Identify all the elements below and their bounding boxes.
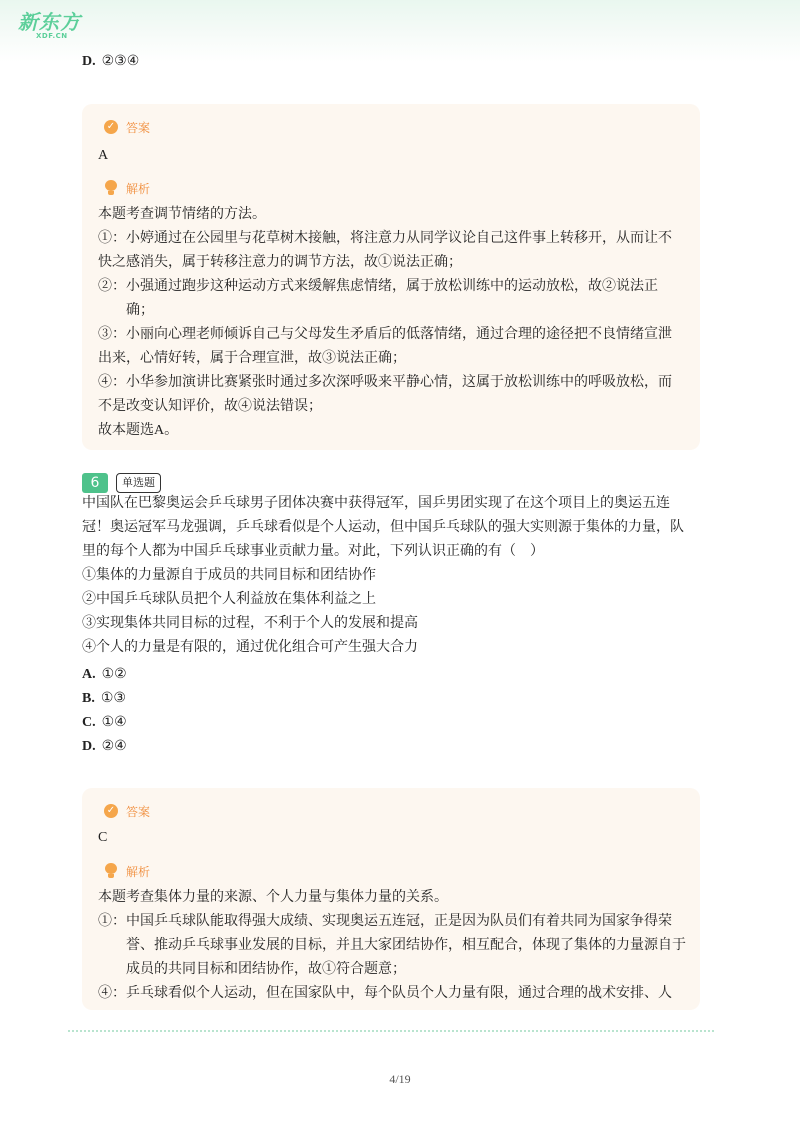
option-letter: C. <box>82 715 96 730</box>
option-d <box>82 737 127 757</box>
answer-value: C <box>98 830 108 845</box>
analysis-header <box>104 179 150 197</box>
analysis-label: 解析 <box>126 181 151 196</box>
answer-card-prev <box>82 104 700 450</box>
analysis-line: ②：小强通过跑步这种运动方式来缓解焦虑情绪，属于放松训练中的运动放松，故②说法正 <box>98 279 658 294</box>
lightbulb-icon <box>104 180 118 196</box>
analysis-line: ④：小华参加演讲比赛紧张时通过多次深呼吸来平静心情，这属于放松训练中的呼吸放松，而 <box>98 375 672 390</box>
stem-line: ③实现集体共同目标的过程，不利于个人的发展和提高 <box>82 616 418 631</box>
stem-line: 中国队在巴黎奥运会乒乓球男子团体决赛中获得冠军，国乒男团实现了在这个项目上的奥运五连 <box>82 496 670 511</box>
option-letter: B. <box>82 691 95 706</box>
answer-header <box>104 118 150 136</box>
option-d-prev <box>82 52 139 72</box>
analysis-line: ④：乒乓球看似个人运动，但在国家队中，每个队员个人力量有限，通过合理的战术安排、人 <box>98 986 672 1001</box>
logo-text: 新东方 <box>18 10 81 34</box>
analysis-line: 故本题选A。 <box>98 423 179 438</box>
option-c <box>82 713 127 733</box>
analysis-label: 解析 <box>126 864 151 879</box>
question-number: 6 <box>82 473 108 493</box>
question-stem <box>82 492 702 660</box>
analysis-header <box>104 862 150 880</box>
stem-line: 里的每个人都为中国乒乓球事业贡献力量。对此，下列认识正确的有（ ） <box>82 544 544 559</box>
check-icon: ✓ <box>104 120 118 134</box>
option-text: ②④ <box>101 739 127 754</box>
analysis-line: 不是改变认知评价，故④说法错误； <box>98 399 322 414</box>
answer-header <box>104 802 150 820</box>
footer-divider <box>68 1030 714 1032</box>
option-b <box>82 689 126 709</box>
stem-line: ①集体的力量源自于成员的共同目标和团结协作 <box>82 568 376 583</box>
check-icon: ✓ <box>104 804 118 818</box>
answer-value: A <box>98 148 109 163</box>
analysis-text <box>98 886 688 1006</box>
analysis-line: 本题考查集体力量的来源、个人力量与集体力量的关系。 <box>98 890 448 905</box>
analysis-line: 本题考查调节情绪的方法。 <box>98 207 266 222</box>
stem-line: ④个人的力量是有限的，通过优化组合可产生强大合力 <box>82 640 418 655</box>
question-header <box>82 473 161 493</box>
analysis-line: 确； <box>126 303 154 318</box>
analysis-line: ①：中国乒乓球队能取得强大成绩、实现奥运五连冠，正是因为队员们有着共同为国家争得荣 <box>98 914 672 929</box>
stem-line: 冠！奥运冠军马龙强调，乒乓球看似是个人运动，但中国乒乓球队的强大实则源于集体的力量，队 <box>82 520 684 535</box>
answer-card <box>82 788 700 1010</box>
page-number: 4/19 <box>389 1072 411 1086</box>
stem-line: ②中国乒乓球队员把个人利益放在集体利益之上 <box>82 592 376 607</box>
option-text: ①④ <box>101 715 127 730</box>
question-type-badge: 单选题 <box>116 473 161 493</box>
logo-subtext: XDF.CN <box>36 32 68 40</box>
option-letter: D. <box>82 739 96 754</box>
analysis-line: 誉、推动乒乓球事业发展的目标，并且大家团结协作，相互配合，体现了集体的力量源自于 <box>126 938 686 953</box>
analysis-line: 出来，心情好转，属于合理宣泄，故③说法正确； <box>98 351 406 366</box>
analysis-text <box>98 203 688 443</box>
option-text: ①② <box>101 667 127 682</box>
option-letter: A. <box>82 667 96 682</box>
answer-label: 答案 <box>126 120 151 135</box>
analysis-line: ③：小丽向心理老师倾诉自己与父母发生矛盾后的低落情绪，通过合理的途径把不良情绪宣泄 <box>98 327 672 342</box>
analysis-line: 快之感消失，属于转移注意力的调节方法，故①说法正确； <box>98 255 462 270</box>
analysis-line: 成员的共同目标和团结协作，故①符合题意； <box>126 962 406 977</box>
analysis-line: ①：小婷通过在公园里与花草树木接触，将注意力从同学议论自己这件事上转移开，从而让不 <box>98 231 672 246</box>
option-text: ①③ <box>100 691 126 706</box>
option-a <box>82 665 127 685</box>
option-text: ②③④ <box>101 54 140 69</box>
brand-logo <box>18 6 88 48</box>
lightbulb-icon <box>104 863 118 879</box>
option-letter: D. <box>82 54 96 69</box>
answer-label: 答案 <box>126 804 151 819</box>
